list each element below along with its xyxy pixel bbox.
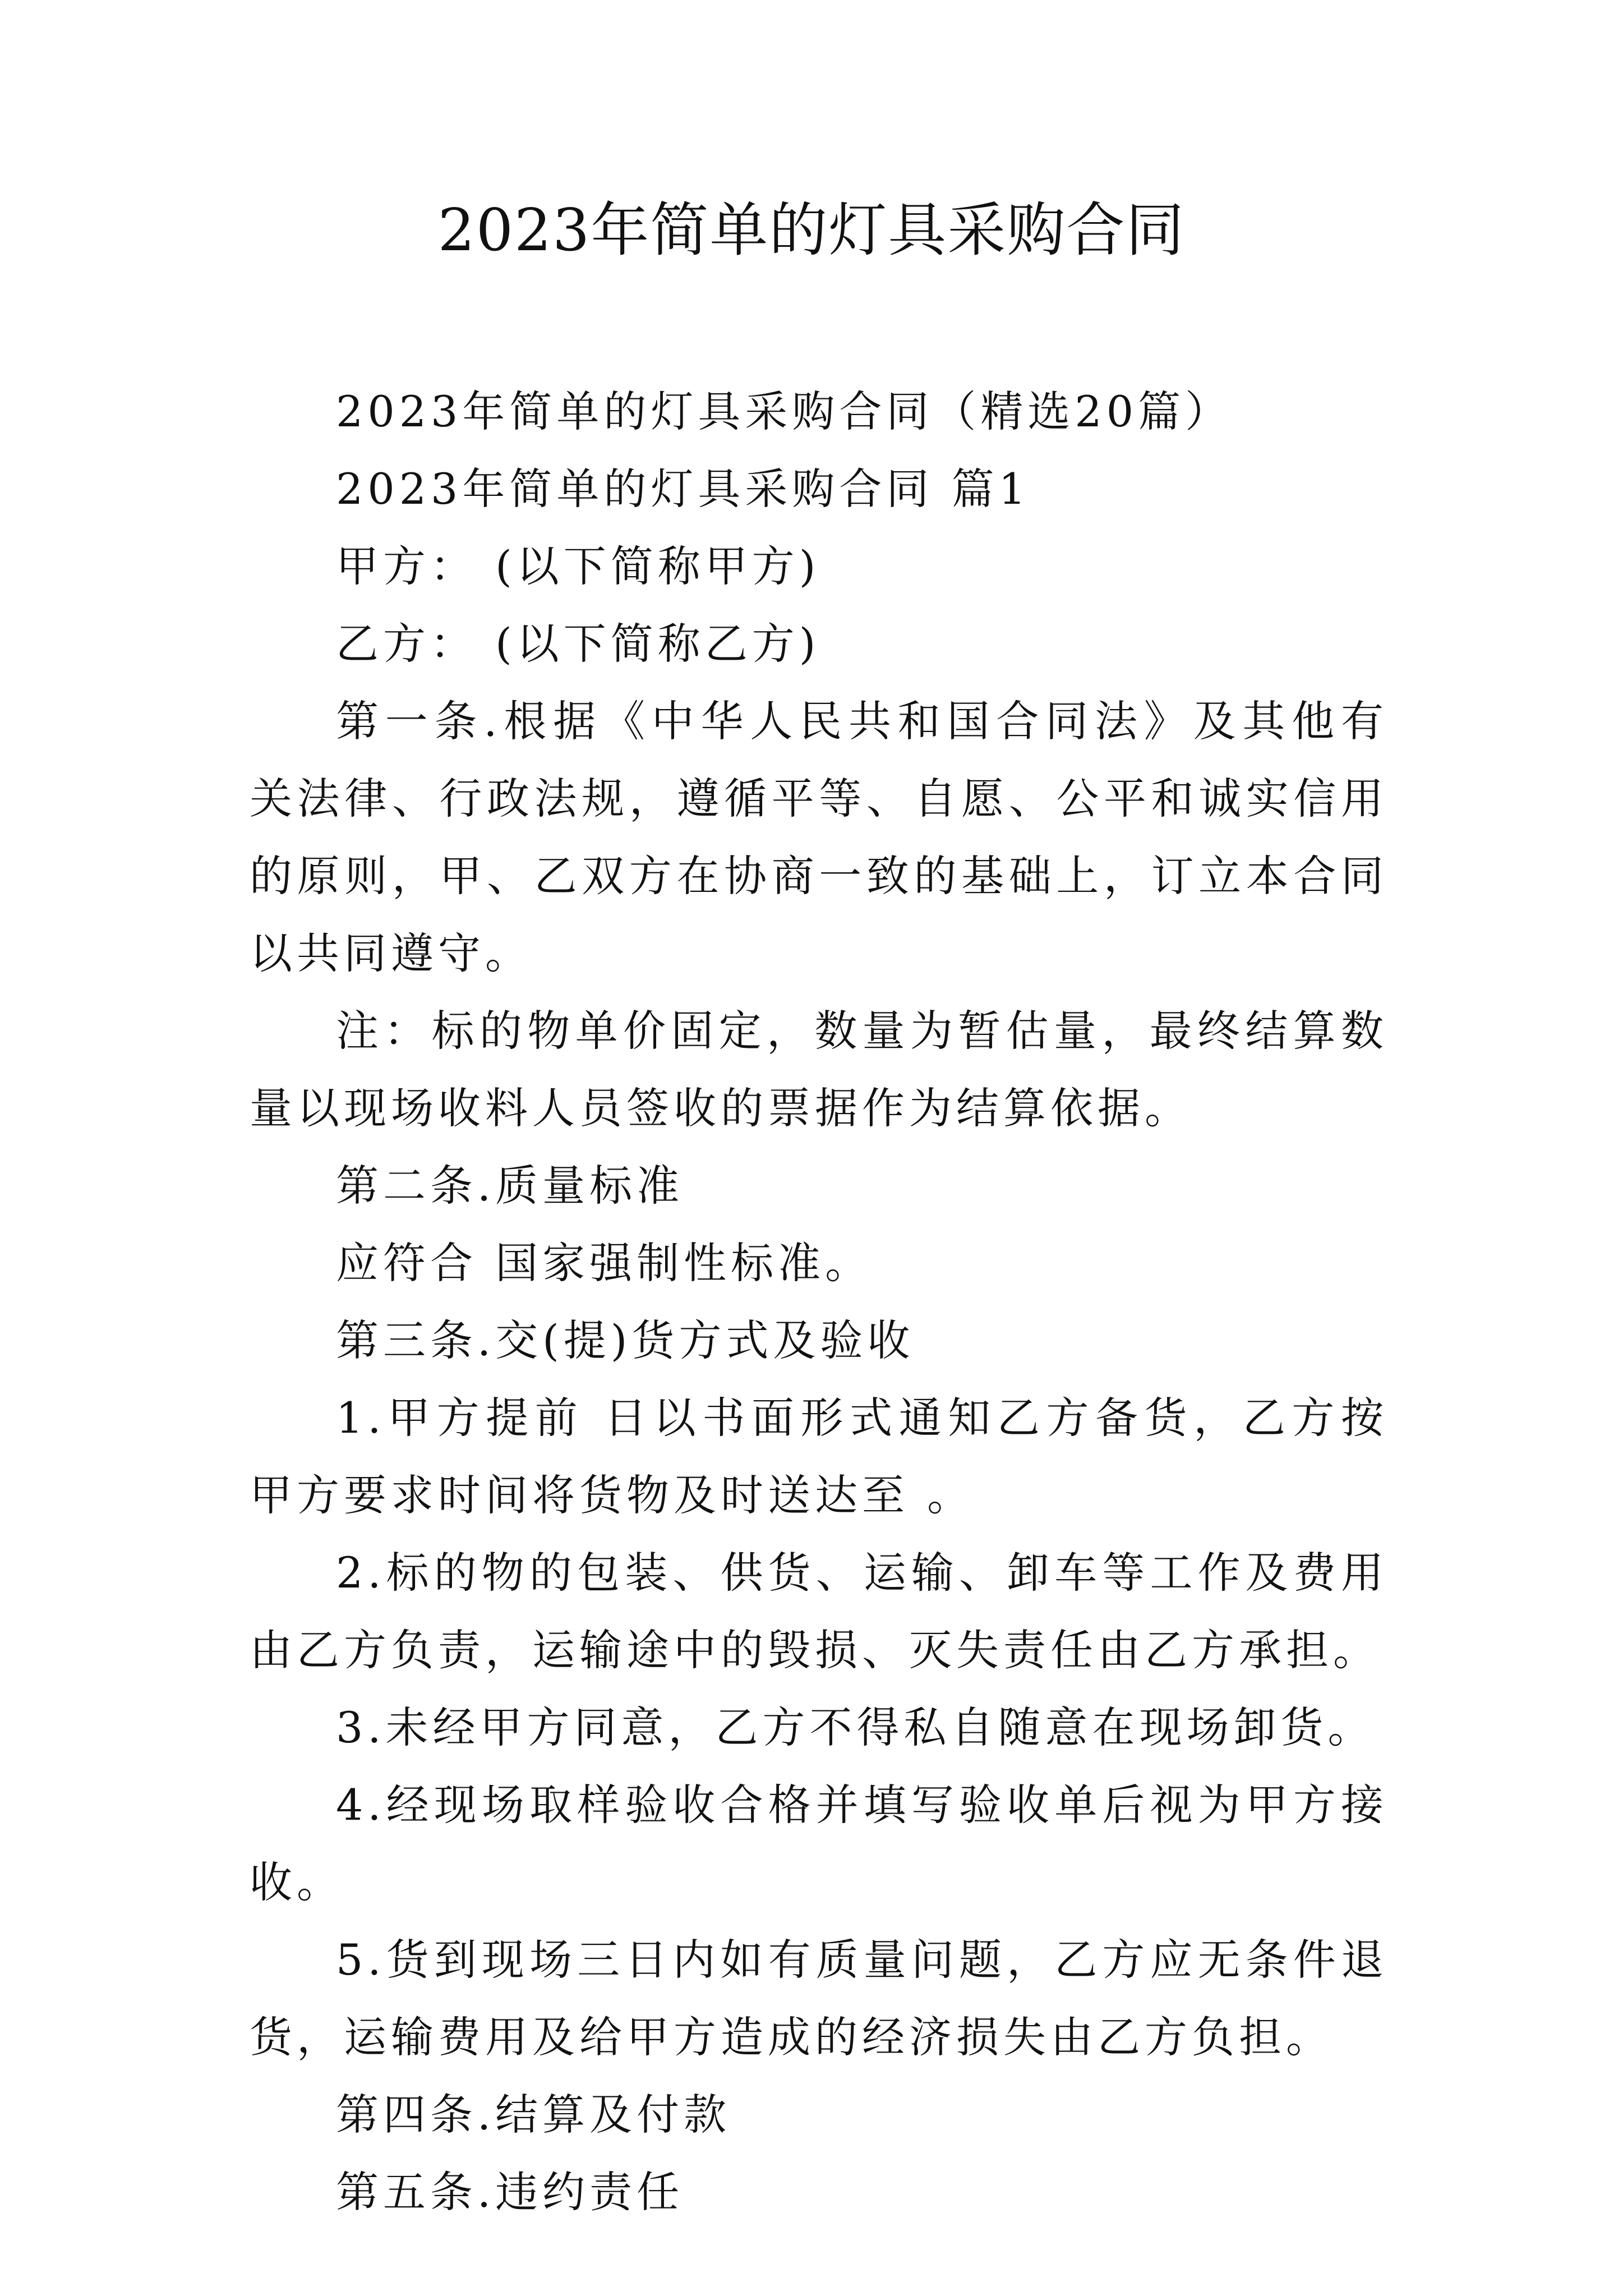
- paragraph-party-a: 甲方： (以下简称甲方): [336, 541, 820, 591]
- paragraph-article-3-item-5: 5.货到现场三日内如有质量问题，乙方应无条件退货，运输费用及给甲方造成的经济损失由乙方负担。: [250, 1935, 1388, 2062]
- paragraph-subtitle: 2023年简单的灯具采购合同（精选20篇）: [336, 386, 1233, 436]
- paragraph-article-2-body: 应符合 国家强制性标准。: [336, 1238, 873, 1288]
- document-body: [250, 373, 1388, 2231]
- paragraph-article-3-item-4: 4.经现场取样验收合格并填写验收单后视为甲方接收。: [250, 1780, 1388, 1907]
- paragraph-article-3-heading: 第三条.交(提)货方式及验收: [336, 1315, 915, 1365]
- document-title: 2023年简单的灯具采购合同: [437, 196, 1186, 264]
- paragraph-section-heading: 2023年简单的灯具采购合同 篇1: [336, 464, 1030, 514]
- paragraph-article-5-heading: 第五条.违约责任: [336, 2167, 684, 2217]
- paragraph-article-2-heading: 第二条.质量标准: [336, 1161, 684, 1211]
- paragraph-article-3-item-3: 3.未经甲方同意，乙方不得私自随意在现场卸货。: [336, 1703, 1375, 1752]
- paragraph-note: 注：标的物单价固定，数量为暂估量，最终结算数量以现场收料人员签收的票据作为结算依据。: [250, 1006, 1388, 1133]
- paragraph-article-3-item-2: 2.标的物的包装、供货、运输、卸车等工作及费用由乙方负责，运输途中的毁损、灭失责任由乙方承担。: [250, 1548, 1388, 1675]
- paragraph-article-4-heading: 第四条.结算及付款: [336, 2090, 731, 2139]
- paragraph-article-3-item-1: 1.甲方提前 日以书面形式通知乙方备货，乙方按甲方要求时间将货物及时送达至 。: [250, 1393, 1388, 1520]
- paragraph-article-1: 第一条.根据《中华人民共和国合同法》及其他有关法律、行政法规，遵循平等、自愿、公平和诚实信用的原则，甲、乙双方在协商一致的基础上，订立本合同以共同遵守。: [250, 696, 1388, 978]
- paragraph-party-b: 乙方： (以下简称乙方): [336, 619, 820, 669]
